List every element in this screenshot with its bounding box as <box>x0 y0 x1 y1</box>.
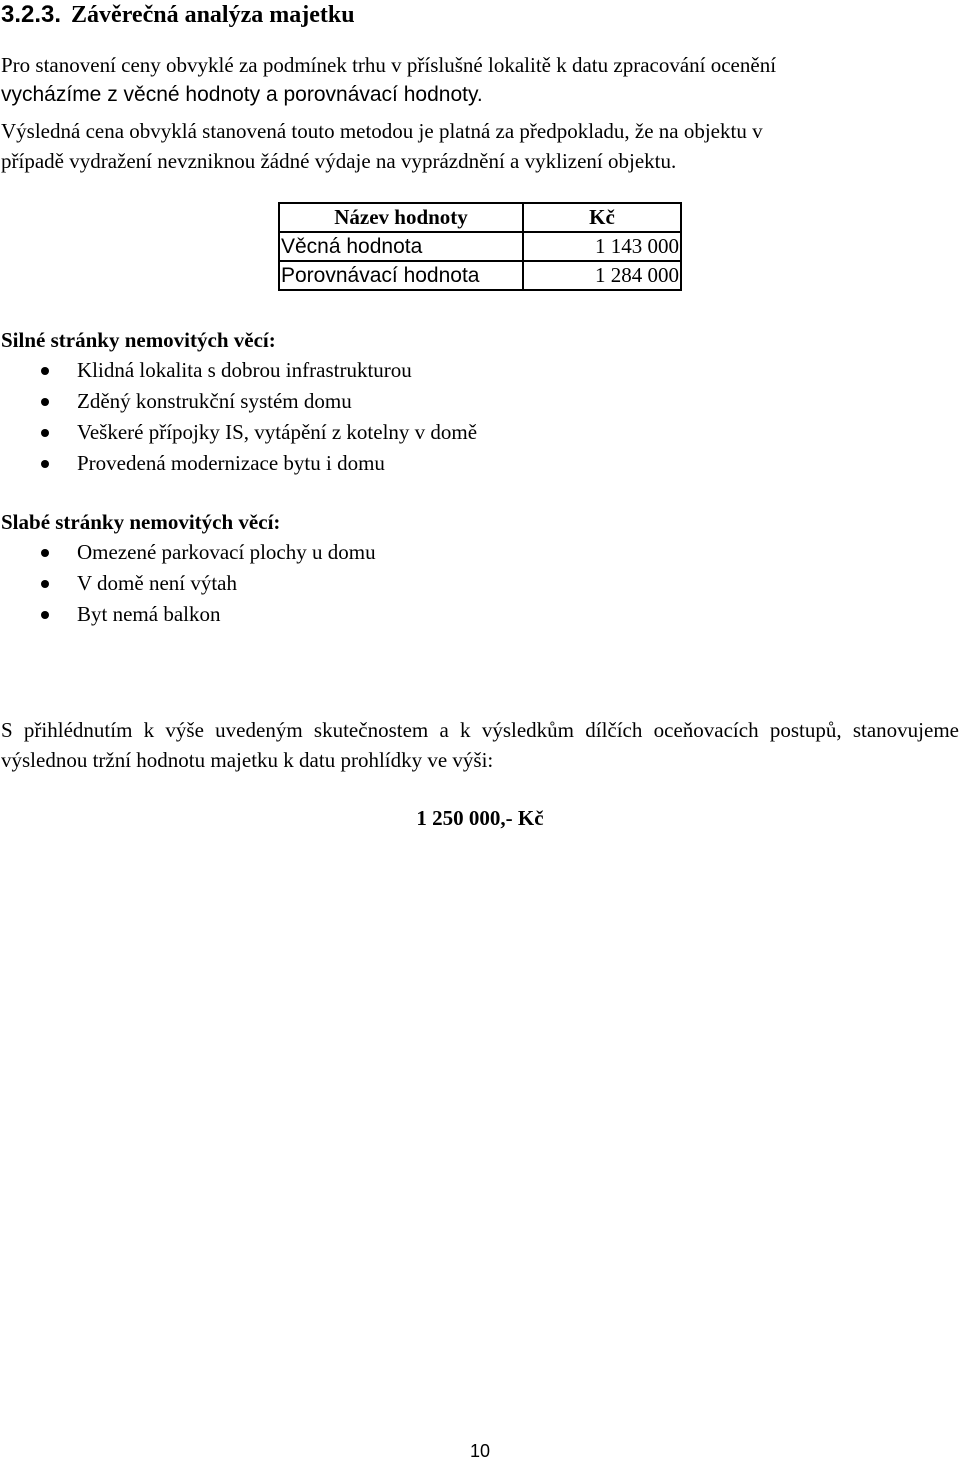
list-item-text: Byt nemá balkon <box>77 602 221 626</box>
intro-line-4: případě vydražení nevzniknou žádné výdaje na vyprázdnění a vyklizení objektu. <box>1 149 677 173</box>
bullet-icon <box>41 398 49 406</box>
table-row <box>279 232 681 261</box>
strengths-list <box>0 355 477 479</box>
bullet-icon <box>41 611 49 619</box>
list-item <box>0 386 477 417</box>
list-item <box>0 599 376 630</box>
intro-line-2: vycházíme z věcné hodnoty a porovnávací hodnoty. <box>1 83 483 106</box>
list-item-text: Provedená modernizace bytu i domu <box>77 451 385 475</box>
list-item <box>0 355 477 386</box>
table-header-row <box>279 203 681 232</box>
bullet-icon <box>41 460 49 468</box>
values-table <box>278 202 682 291</box>
list-item-text: Omezené parkovací plochy u domu <box>77 540 376 564</box>
intro-line-1: Pro stanovení ceny obvyklé za podmínek trhu v příslušné lokalitě k datu zpracování ocenění <box>1 53 777 77</box>
table-cell-label: Porovnávací hodnota <box>279 261 523 290</box>
table-cell-value: 1 284 000 <box>523 261 681 290</box>
section-number: 3.2.3. <box>1 1 62 28</box>
list-item-text: Zděný konstrukční systém domu <box>77 389 352 413</box>
section-title: Závěrečná analýza majetku <box>71 2 355 28</box>
page-number: 10 <box>469 1441 491 1461</box>
table-header-name: Název hodnoty <box>279 203 523 232</box>
bullet-icon <box>41 580 49 588</box>
list-item <box>0 537 376 568</box>
weaknesses-title: Slabé stránky nemovitých věcí: <box>1 510 281 534</box>
bullet-icon <box>41 549 49 557</box>
list-item <box>0 448 477 479</box>
table-cell-label: Věcná hodnota <box>279 232 523 261</box>
list-item-text: Klidná lokalita s dobrou infrastrukturou <box>77 358 412 382</box>
bullet-icon <box>41 367 49 375</box>
weaknesses-list <box>0 537 376 630</box>
final-value: 1 250 000,- Kč <box>416 806 544 830</box>
intro-line-3: Výsledná cena obvyklá stanovená touto metodou je platná za předpokladu, že na objektu v <box>1 119 763 143</box>
bullet-icon <box>41 429 49 437</box>
table-cell-value: 1 143 000 <box>523 232 681 261</box>
section-heading <box>1 0 355 30</box>
conclusion-paragraph: S přihlédnutím k výše uvedeným skutečnostem a k výsledkům dílčích oceňovacích postupů, stanovujeme výslednou tržní hodnotu majetku k datu prohlídky ve výši: <box>1 718 959 772</box>
list-item-text: V domě není výtah <box>77 571 238 595</box>
table-row <box>279 261 681 290</box>
list-item <box>0 417 477 448</box>
list-item-text: Veškeré přípojky IS, vytápění z kotelny v domě <box>77 420 478 444</box>
strengths-title: Silné stránky nemovitých věcí: <box>1 328 276 352</box>
table-header-currency: Kč <box>523 203 681 232</box>
list-item <box>0 568 376 599</box>
